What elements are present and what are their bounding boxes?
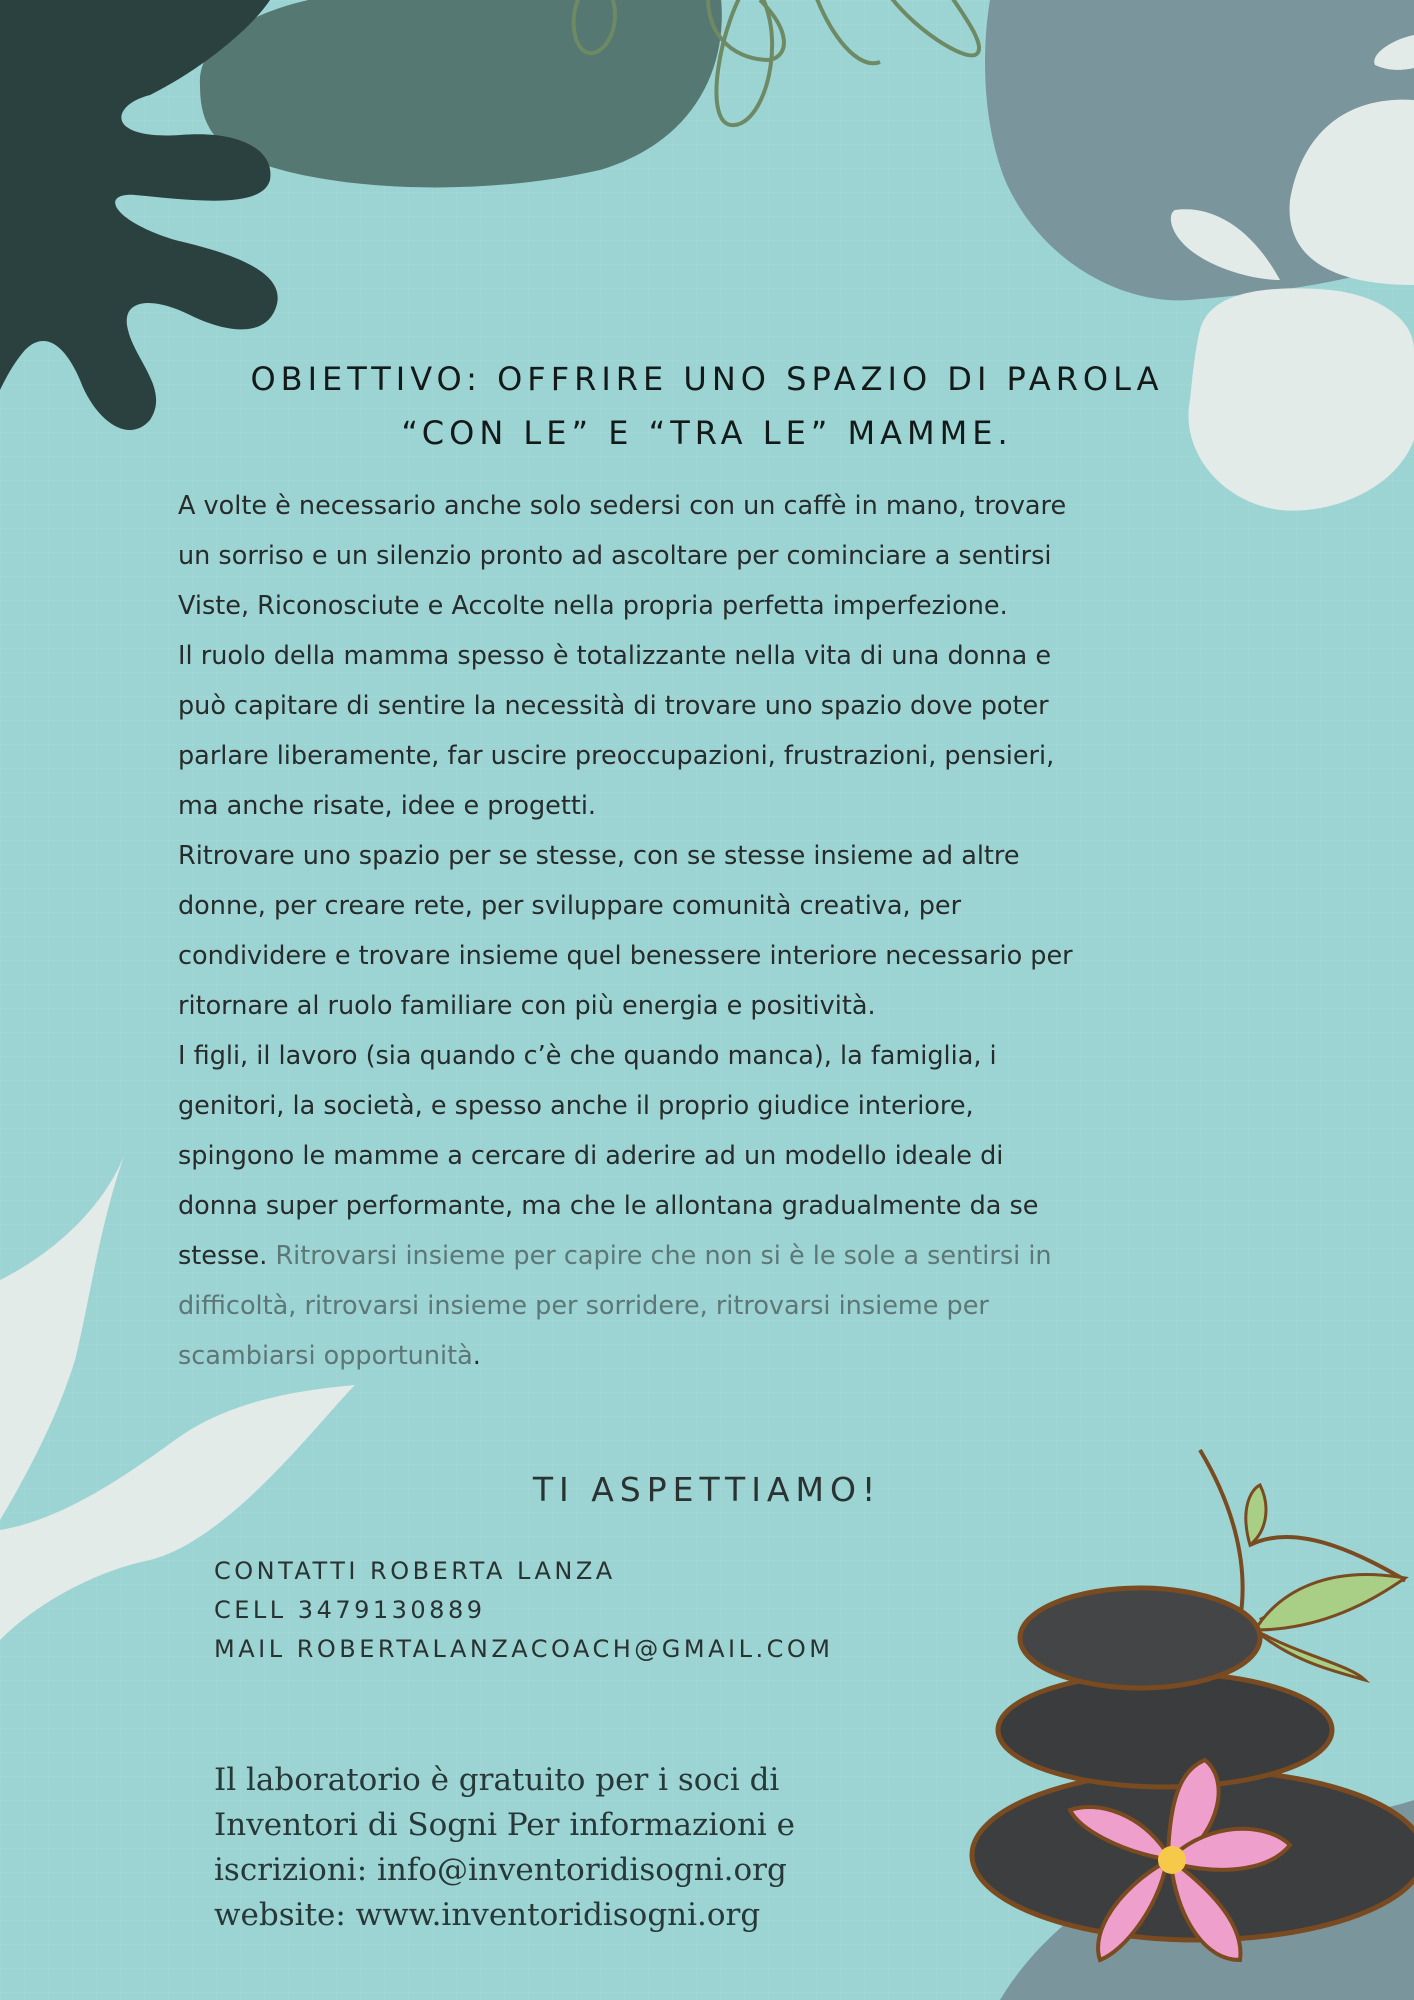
text-line: spingono le mamme a cercare di aderire ad un modello ideale di bbox=[178, 1141, 1004, 1171]
text-line: Il ruolo della mamma spesso è totalizzante nella vita di una donna e bbox=[178, 641, 1052, 671]
text-line bbox=[178, 1331, 1198, 1381]
title-line-2: “CON LE” E “TRA LE” MAMME. bbox=[401, 414, 1013, 452]
text-line bbox=[178, 1231, 1198, 1281]
text-line: può capitare di sentire la necessità di trovare uno spazio dove poter bbox=[178, 691, 1049, 721]
info-line: iscrizioni: info@inventoridisogni.org bbox=[214, 1852, 787, 1888]
contact-name: CONTATTI ROBERTA LANZA bbox=[214, 1557, 616, 1585]
info-block bbox=[214, 1758, 795, 1938]
contacts-block bbox=[214, 1552, 833, 1669]
muted-text-line: difficoltà, ritrovarsi insieme per sorridere, ritrovarsi insieme per bbox=[178, 1291, 989, 1321]
page-title bbox=[200, 352, 1214, 460]
contact-phone: CELL 3479130889 bbox=[214, 1596, 486, 1624]
text-line: un sorriso e un silenzio pronto ad ascoltare per cominciare a sentirsi bbox=[178, 541, 1052, 571]
text-line: donna super performante, ma che le allontana gradualmente da se bbox=[178, 1191, 1039, 1221]
text-span: stesse. bbox=[178, 1241, 268, 1271]
text-line: ritornare al ruolo familiare con più energia e positività. bbox=[178, 991, 876, 1021]
muted-text-span: scambiarsi opportunità bbox=[178, 1341, 473, 1371]
green-blob-icon bbox=[200, 0, 722, 187]
text-span: . bbox=[472, 1341, 481, 1371]
muted-text-span: Ritrovarsi insieme per capire che non si è le sole a sentirsi in bbox=[267, 1241, 1052, 1271]
description-text bbox=[178, 481, 1198, 1381]
text-line: A volte è necessario anche solo sedersi con un caffè in mano, trovare bbox=[178, 491, 1067, 521]
info-line: website: www.inventoridisogni.org bbox=[214, 1897, 761, 1933]
info-line: Il laboratorio è gratuito per i soci di bbox=[214, 1762, 780, 1798]
text-line: I figli, il lavoro (sia quando c’è che quando manca), la famiglia, i bbox=[178, 1041, 997, 1071]
title-line-1: OBIETTIVO: OFFRIRE UNO SPAZIO DI PAROLA bbox=[250, 360, 1164, 398]
text-line: Viste, Riconosciute e Accolte nella propria perfetta imperfezione. bbox=[178, 591, 1008, 621]
text-line: parlare liberamente, far uscire preoccupazioni, frustrazioni, pensieri, bbox=[178, 741, 1055, 771]
contact-mail: MAIL ROBERTALANZACOACH@GMAIL.COM bbox=[214, 1635, 834, 1663]
info-line: Inventori di Sogni Per informazioni e bbox=[214, 1807, 796, 1843]
text-line: ma anche risate, idee e progetti. bbox=[178, 791, 597, 821]
text-line: Ritrovare uno spazio per se stesse, con se stesse insieme ad altre bbox=[178, 841, 1020, 871]
text-line: donne, per creare rete, per sviluppare comunità creativa, per bbox=[178, 891, 962, 921]
text-line: genitori, la società, e spesso anche il proprio giudice interiore, bbox=[178, 1091, 974, 1121]
text-line: condividere e trovare insieme quel benessere interiore necessario per bbox=[178, 941, 1073, 971]
cta-heading: TI ASPETTIAMO! bbox=[532, 1470, 882, 1509]
white-leaf-icon bbox=[0, 1145, 128, 1520]
